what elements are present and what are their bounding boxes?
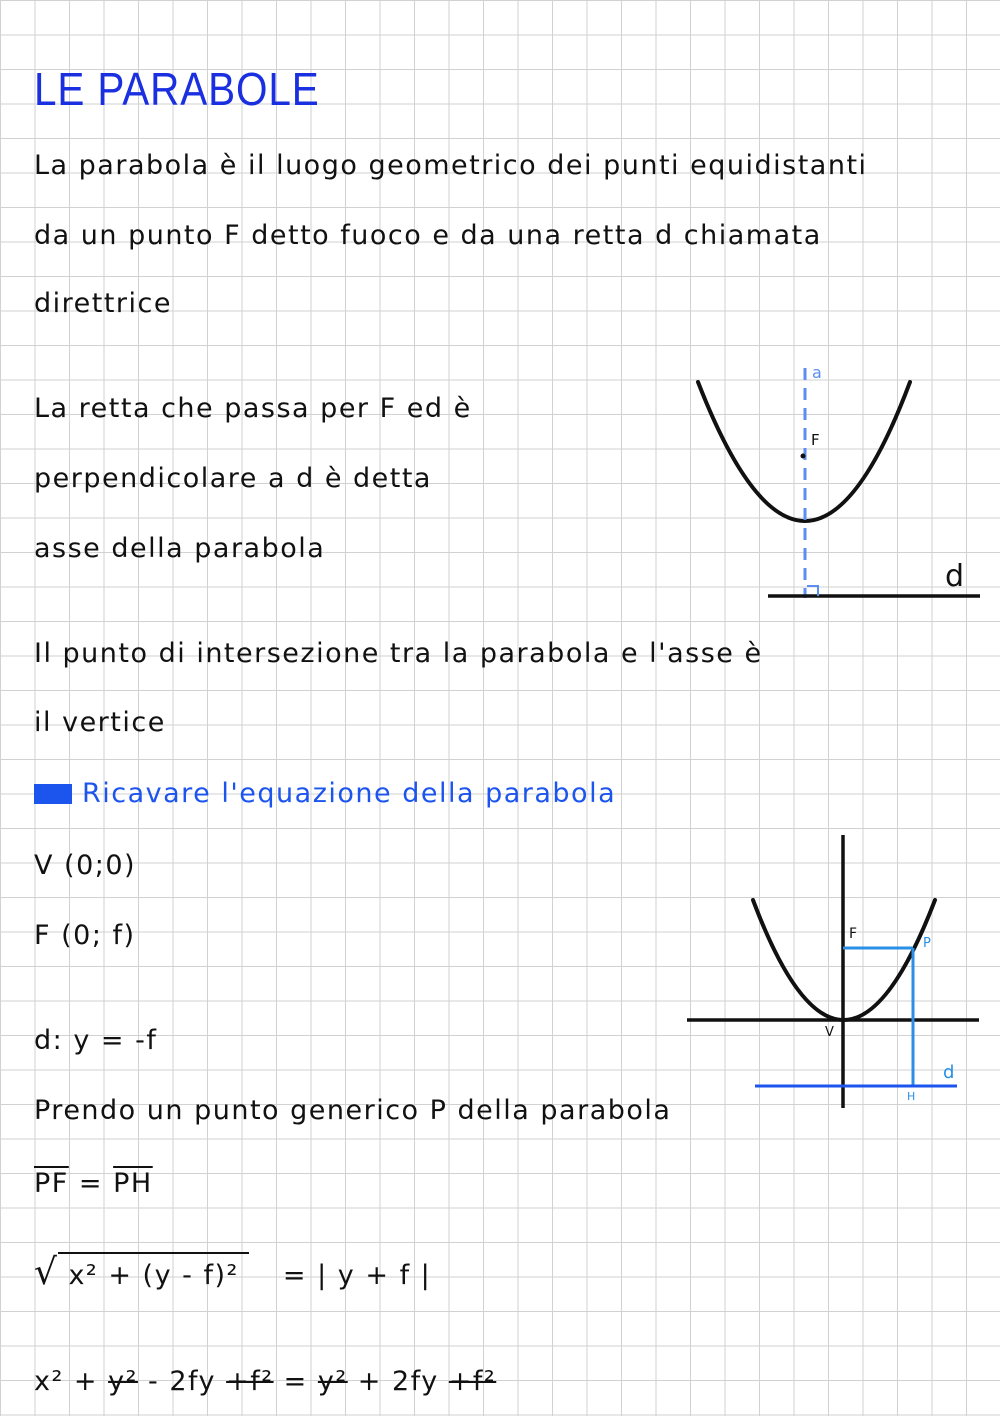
segment-pf: $\overline{PF}$	[34, 1168, 69, 1199]
section-title: Ricavare l'equazione della parabola	[82, 778, 617, 809]
h-label: H	[907, 1090, 916, 1103]
generic-point-sentence: Prendo un punto generico P della parabola	[34, 1095, 672, 1126]
directrix-label: d	[945, 559, 965, 594]
vertex-coords: V (0;0)	[34, 850, 137, 881]
axis-def-line-1: La retta che passa per F ed è	[34, 393, 472, 424]
intro-line-1: La parabola è il luogo geometrico dei punti equidistanti	[34, 150, 868, 181]
term-plus-2fy: + 2fy	[357, 1366, 439, 1397]
section-marker	[34, 784, 72, 804]
axis-def-line-2: perpendicolare a d è detta	[34, 463, 432, 494]
focus-coords: F (0; f)	[34, 920, 136, 951]
parabola-figure-2	[685, 830, 985, 1115]
radicand: x² + (y - f)²	[58, 1252, 248, 1291]
expanded-equation	[34, 1366, 496, 1397]
term-y-squared-cancelled: y²	[108, 1366, 138, 1397]
term-f-squared-right-cancelled: +f²	[448, 1366, 497, 1397]
focus-label: F	[811, 431, 820, 449]
sqrt-symbol: √	[34, 1252, 59, 1293]
vertex-label: V	[825, 1025, 834, 1040]
segment-ph: $\overline{PH}$	[113, 1168, 153, 1199]
parabola-figure-1	[680, 360, 990, 610]
axis-label: a	[812, 363, 822, 382]
distance-equality	[34, 1168, 153, 1199]
intro-line-3: direttrice	[34, 288, 172, 319]
term-x-squared: x² +	[34, 1366, 99, 1397]
directrix-label-2: d	[943, 1062, 955, 1083]
sqrt-equation	[34, 1252, 431, 1293]
equation-right-side: = | y + f |	[282, 1260, 432, 1291]
term-minus-2fy: - 2fy	[148, 1366, 217, 1397]
term-y-squared-right-cancelled: y²	[317, 1366, 348, 1397]
point-p-label: P	[923, 936, 931, 951]
page-title: LE PARABOLE	[34, 63, 320, 115]
section-heading	[34, 778, 616, 809]
equality-sign: =	[78, 1168, 104, 1199]
axis-def-line-3: asse della parabola	[34, 533, 326, 564]
term-f-squared-cancelled: +f²	[226, 1366, 274, 1397]
vertex-def-line-1: Il punto di intersezione tra la parabola e l'asse è	[34, 638, 763, 669]
focus-label-2: F	[849, 926, 858, 942]
equals-sign: =	[283, 1366, 308, 1397]
focus-point	[801, 454, 806, 459]
directrix-equation: d: y = -f	[34, 1025, 158, 1056]
intro-line-2: da un punto F detto fuoco e da una retta d chiamata	[34, 220, 822, 251]
vertex-def-line-2: il vertice	[34, 707, 166, 738]
